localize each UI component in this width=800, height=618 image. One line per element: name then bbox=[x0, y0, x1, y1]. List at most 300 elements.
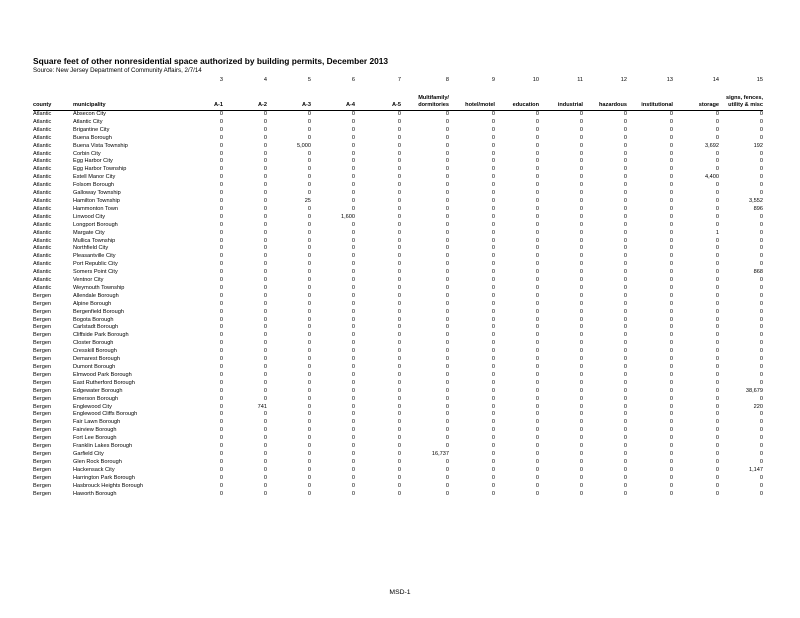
municipality-cell: Bogota Borough bbox=[73, 316, 114, 323]
value-cell: 0 bbox=[535, 253, 539, 260]
value-cell: 0 bbox=[759, 443, 763, 450]
value-cell: 0 bbox=[579, 134, 583, 141]
value-cell: 0 bbox=[715, 411, 719, 418]
value-cell: 0 bbox=[669, 482, 673, 489]
value-cell: 0 bbox=[535, 411, 539, 418]
value-cell: 0 bbox=[263, 395, 267, 402]
municipality-cell: Ventnor City bbox=[73, 277, 104, 284]
value-cell: 0 bbox=[351, 229, 355, 236]
value-cell: 0 bbox=[307, 356, 311, 363]
value-cell: 0 bbox=[219, 308, 223, 315]
value-cell: 0 bbox=[219, 158, 223, 165]
value-cell: 0 bbox=[759, 490, 763, 497]
county-cell: Atlantic bbox=[33, 118, 52, 125]
value-cell: 0 bbox=[535, 403, 539, 410]
table-row bbox=[33, 190, 763, 198]
value-cell: 0 bbox=[535, 158, 539, 165]
value-cell: 0 bbox=[669, 126, 673, 133]
county-cell: Atlantic bbox=[33, 277, 52, 284]
county-cell: Bergen bbox=[33, 411, 52, 418]
table-row bbox=[33, 348, 763, 356]
municipality-cell: Alpine Borough bbox=[73, 300, 112, 307]
value-cell: 0 bbox=[491, 166, 495, 173]
column-number: 15 bbox=[756, 77, 763, 83]
value-cell: 0 bbox=[491, 197, 495, 204]
table-row bbox=[33, 467, 763, 475]
column-header: signs, fences, utility & misc bbox=[719, 83, 763, 111]
value-cell: 0 bbox=[579, 458, 583, 465]
value-cell: 0 bbox=[579, 300, 583, 307]
municipality-cell: Demarest Borough bbox=[73, 356, 120, 363]
value-cell: 0 bbox=[535, 419, 539, 426]
value-cell: 0 bbox=[623, 435, 627, 442]
value-cell: 0 bbox=[445, 411, 449, 418]
table-row bbox=[33, 404, 763, 412]
value-cell: 0 bbox=[579, 450, 583, 457]
value-cell: 0 bbox=[351, 450, 355, 457]
value-cell: 0 bbox=[715, 111, 719, 117]
value-cell: 0 bbox=[759, 371, 763, 378]
value-cell: 0 bbox=[535, 482, 539, 489]
value-cell: 0 bbox=[579, 371, 583, 378]
value-cell: 0 bbox=[669, 277, 673, 284]
value-cell: 0 bbox=[263, 284, 267, 291]
table-row bbox=[33, 135, 763, 143]
value-cell: 0 bbox=[307, 458, 311, 465]
value-cell: 0 bbox=[623, 364, 627, 370]
value-cell: 0 bbox=[397, 205, 401, 212]
municipality-cell: Brigantine City bbox=[73, 126, 110, 133]
value-cell: 0 bbox=[351, 237, 355, 244]
value-cell: 0 bbox=[397, 197, 401, 204]
value-cell: 0 bbox=[491, 490, 495, 497]
value-cell: 0 bbox=[263, 419, 267, 426]
value-cell: 0 bbox=[579, 427, 583, 434]
value-cell: 0 bbox=[715, 403, 719, 410]
value-cell: 3,552 bbox=[749, 197, 763, 204]
value-cell: 0 bbox=[219, 229, 223, 236]
value-cell: 0 bbox=[623, 450, 627, 457]
value-cell: 0 bbox=[307, 134, 311, 141]
value-cell: 0 bbox=[445, 300, 449, 307]
value-cell: 0 bbox=[445, 158, 449, 165]
value-cell: 0 bbox=[491, 245, 495, 252]
value-cell: 0 bbox=[623, 379, 627, 386]
value-cell: 0 bbox=[715, 474, 719, 481]
value-cell: 0 bbox=[351, 403, 355, 410]
value-cell: 0 bbox=[579, 403, 583, 410]
value-cell: 0 bbox=[623, 458, 627, 465]
value-cell: 0 bbox=[535, 450, 539, 457]
value-cell: 0 bbox=[263, 134, 267, 141]
value-cell: 0 bbox=[669, 174, 673, 181]
value-cell: 0 bbox=[351, 190, 355, 197]
table-row bbox=[33, 127, 763, 135]
value-cell: 3,692 bbox=[705, 142, 719, 149]
value-cell: 0 bbox=[263, 427, 267, 434]
value-cell: 0 bbox=[669, 118, 673, 125]
value-cell: 0 bbox=[219, 118, 223, 125]
value-cell: 0 bbox=[219, 450, 223, 457]
page-title: Square feet of other nonresidential space authorized by building permits, December 2013 bbox=[33, 56, 389, 66]
value-cell: 5,000 bbox=[297, 142, 311, 149]
county-cell: Atlantic bbox=[33, 111, 52, 117]
header-row bbox=[33, 83, 763, 111]
value-cell: 0 bbox=[307, 308, 311, 315]
value-cell: 0 bbox=[397, 419, 401, 426]
value-cell: 0 bbox=[445, 166, 449, 173]
value-cell: 0 bbox=[263, 300, 267, 307]
municipality-cell: Carlstadt Borough bbox=[73, 324, 119, 331]
value-cell: 0 bbox=[397, 435, 401, 442]
value-cell: 0 bbox=[623, 482, 627, 489]
value-cell: 0 bbox=[759, 395, 763, 402]
value-cell: 0 bbox=[759, 427, 763, 434]
value-cell: 0 bbox=[579, 395, 583, 402]
value-cell: 0 bbox=[491, 356, 495, 363]
value-cell: 0 bbox=[669, 237, 673, 244]
county-cell: Bergen bbox=[33, 387, 52, 394]
value-cell: 0 bbox=[351, 466, 355, 473]
value-cell: 0 bbox=[715, 395, 719, 402]
value-cell: 0 bbox=[307, 182, 311, 189]
value-cell: 0 bbox=[307, 166, 311, 173]
value-cell: 0 bbox=[759, 292, 763, 299]
value-cell: 0 bbox=[263, 111, 267, 117]
table-row bbox=[33, 111, 763, 119]
value-cell: 0 bbox=[263, 443, 267, 450]
value-cell: 0 bbox=[263, 245, 267, 252]
value-cell: 0 bbox=[759, 379, 763, 386]
value-cell: 0 bbox=[351, 134, 355, 141]
value-cell: 0 bbox=[307, 411, 311, 418]
value-cell: 0 bbox=[491, 118, 495, 125]
value-cell: 0 bbox=[759, 482, 763, 489]
municipality-cell: East Rutherford Borough bbox=[73, 379, 135, 386]
value-cell: 0 bbox=[445, 142, 449, 149]
value-cell: 0 bbox=[759, 158, 763, 165]
value-cell: 0 bbox=[351, 292, 355, 299]
table-row bbox=[33, 451, 763, 459]
value-cell: 0 bbox=[397, 134, 401, 141]
value-cell: 0 bbox=[397, 292, 401, 299]
value-cell: 0 bbox=[307, 253, 311, 260]
value-cell: 0 bbox=[263, 379, 267, 386]
value-cell: 0 bbox=[623, 134, 627, 141]
value-cell: 0 bbox=[715, 379, 719, 386]
county-cell: Bergen bbox=[33, 482, 52, 489]
value-cell: 0 bbox=[351, 371, 355, 378]
value-cell: 0 bbox=[397, 340, 401, 347]
value-cell: 0 bbox=[307, 229, 311, 236]
value-cell: 0 bbox=[715, 245, 719, 252]
value-cell: 25 bbox=[304, 197, 311, 204]
value-cell: 0 bbox=[669, 340, 673, 347]
value-cell: 0 bbox=[623, 213, 627, 220]
municipality-cell: Corbin City bbox=[73, 150, 101, 157]
value-cell: 0 bbox=[397, 174, 401, 181]
value-cell: 1 bbox=[715, 229, 719, 236]
value-cell: 0 bbox=[219, 292, 223, 299]
value-cell: 0 bbox=[535, 213, 539, 220]
value-cell: 0 bbox=[623, 340, 627, 347]
value-cell: 0 bbox=[669, 450, 673, 457]
value-cell: 0 bbox=[397, 166, 401, 173]
value-cell: 0 bbox=[307, 348, 311, 355]
value-cell: 0 bbox=[623, 316, 627, 323]
value-cell: 0 bbox=[669, 213, 673, 220]
municipality-cell: Hamilton Township bbox=[73, 197, 120, 204]
value-cell: 0 bbox=[219, 348, 223, 355]
municipality-cell: Galloway Township bbox=[73, 190, 121, 197]
value-cell: 0 bbox=[623, 466, 627, 473]
value-cell: 0 bbox=[535, 458, 539, 465]
county-cell: Bergen bbox=[33, 292, 52, 299]
column-header: hazardous bbox=[583, 83, 627, 111]
value-cell: 0 bbox=[219, 245, 223, 252]
municipality-cell: Weymouth Township bbox=[73, 284, 125, 291]
value-cell: 0 bbox=[263, 221, 267, 228]
value-cell: 0 bbox=[219, 427, 223, 434]
value-cell: 0 bbox=[715, 261, 719, 268]
value-cell: 0 bbox=[623, 229, 627, 236]
value-cell: 0 bbox=[579, 387, 583, 394]
municipality-cell: Hasbrouck Heights Borough bbox=[73, 482, 143, 489]
county-cell: Atlantic bbox=[33, 221, 52, 228]
value-cell: 0 bbox=[579, 118, 583, 125]
value-cell: 0 bbox=[307, 419, 311, 426]
table-row bbox=[33, 253, 763, 261]
value-cell: 0 bbox=[445, 490, 449, 497]
value-cell: 0 bbox=[579, 379, 583, 386]
column-number-row bbox=[33, 75, 763, 83]
table-row bbox=[33, 269, 763, 277]
value-cell: 0 bbox=[351, 253, 355, 260]
value-cell: 0 bbox=[623, 371, 627, 378]
county-cell: Bergen bbox=[33, 332, 52, 339]
value-cell: 0 bbox=[715, 292, 719, 299]
county-cell: Bergen bbox=[33, 450, 52, 457]
value-cell: 0 bbox=[445, 348, 449, 355]
county-cell: Bergen bbox=[33, 443, 52, 450]
column-header: hotel/motel bbox=[449, 83, 495, 111]
value-cell: 0 bbox=[445, 190, 449, 197]
value-cell: 0 bbox=[491, 158, 495, 165]
value-cell: 0 bbox=[623, 324, 627, 331]
value-cell: 0 bbox=[579, 205, 583, 212]
column-header: A-1 bbox=[181, 83, 223, 111]
value-cell: 0 bbox=[623, 237, 627, 244]
county-cell: Bergen bbox=[33, 371, 52, 378]
value-cell: 0 bbox=[715, 118, 719, 125]
column-number: 9 bbox=[491, 77, 495, 83]
value-cell: 0 bbox=[759, 324, 763, 331]
value-cell: 0 bbox=[397, 466, 401, 473]
value-cell: 0 bbox=[445, 229, 449, 236]
value-cell: 0 bbox=[579, 482, 583, 489]
value-cell: 0 bbox=[445, 111, 449, 117]
value-cell: 0 bbox=[759, 340, 763, 347]
county-cell: Bergen bbox=[33, 395, 52, 402]
value-cell: 0 bbox=[535, 277, 539, 284]
value-cell: 0 bbox=[491, 190, 495, 197]
value-cell: 0 bbox=[491, 300, 495, 307]
value-cell: 0 bbox=[669, 443, 673, 450]
county-cell: Atlantic bbox=[33, 190, 52, 197]
value-cell: 0 bbox=[535, 150, 539, 157]
value-cell: 0 bbox=[491, 142, 495, 149]
value-cell: 0 bbox=[491, 221, 495, 228]
value-cell: 0 bbox=[397, 450, 401, 457]
value-cell: 0 bbox=[397, 411, 401, 418]
value-cell: 741 bbox=[257, 403, 267, 410]
value-cell: 0 bbox=[307, 435, 311, 442]
value-cell: 0 bbox=[535, 134, 539, 141]
value-cell: 0 bbox=[623, 387, 627, 394]
value-cell: 0 bbox=[351, 379, 355, 386]
value-cell: 0 bbox=[307, 205, 311, 212]
page-footer: MSD-1 bbox=[389, 589, 411, 596]
county-header: county bbox=[33, 83, 73, 111]
value-cell: 0 bbox=[623, 205, 627, 212]
table-row bbox=[33, 261, 763, 269]
value-cell: 0 bbox=[491, 316, 495, 323]
value-cell: 0 bbox=[397, 348, 401, 355]
municipality-cell: Fort Lee Borough bbox=[73, 435, 117, 442]
value-cell: 0 bbox=[307, 269, 311, 276]
table-row bbox=[33, 364, 763, 372]
value-cell: 0 bbox=[307, 126, 311, 133]
column-header: industrial bbox=[539, 83, 583, 111]
value-cell: 0 bbox=[759, 111, 763, 117]
table-row bbox=[33, 419, 763, 427]
municipality-cell: Englewood Cliffs Borough bbox=[73, 411, 138, 418]
value-cell: 0 bbox=[669, 142, 673, 149]
value-cell: 0 bbox=[351, 308, 355, 315]
value-cell: 0 bbox=[669, 411, 673, 418]
table-row bbox=[33, 356, 763, 364]
value-cell: 0 bbox=[351, 166, 355, 173]
county-cell: Bergen bbox=[33, 419, 52, 426]
value-cell: 38,679 bbox=[745, 387, 763, 394]
value-cell: 0 bbox=[307, 245, 311, 252]
value-cell: 0 bbox=[219, 213, 223, 220]
value-cell: 0 bbox=[307, 364, 311, 370]
value-cell: 0 bbox=[669, 332, 673, 339]
value-cell: 0 bbox=[535, 182, 539, 189]
value-cell: 0 bbox=[445, 466, 449, 473]
value-cell: 0 bbox=[351, 419, 355, 426]
value-cell: 0 bbox=[535, 474, 539, 481]
table-row bbox=[33, 435, 763, 443]
table-row bbox=[33, 475, 763, 483]
value-cell: 0 bbox=[307, 292, 311, 299]
value-cell: 0 bbox=[669, 150, 673, 157]
value-cell: 0 bbox=[445, 237, 449, 244]
value-cell: 0 bbox=[263, 229, 267, 236]
municipality-cell: Haworth Borough bbox=[73, 490, 117, 497]
value-cell: 0 bbox=[397, 482, 401, 489]
municipality-header: municipality bbox=[73, 83, 181, 111]
value-cell: 0 bbox=[535, 308, 539, 315]
county-cell: Atlantic bbox=[33, 229, 52, 236]
column-number: 10 bbox=[532, 77, 539, 83]
value-cell: 0 bbox=[491, 126, 495, 133]
value-cell: 0 bbox=[445, 340, 449, 347]
value-cell: 0 bbox=[715, 150, 719, 157]
value-cell: 0 bbox=[263, 166, 267, 173]
value-cell: 0 bbox=[219, 277, 223, 284]
value-cell: 0 bbox=[445, 221, 449, 228]
value-cell: 0 bbox=[219, 490, 223, 497]
value-cell: 0 bbox=[715, 277, 719, 284]
value-cell: 0 bbox=[445, 213, 449, 220]
value-cell: 0 bbox=[579, 435, 583, 442]
value-cell: 0 bbox=[759, 245, 763, 252]
table-row bbox=[33, 238, 763, 246]
value-cell: 0 bbox=[759, 221, 763, 228]
value-cell: 0 bbox=[263, 190, 267, 197]
value-cell: 0 bbox=[491, 482, 495, 489]
value-cell: 0 bbox=[669, 458, 673, 465]
value-cell: 0 bbox=[623, 490, 627, 497]
value-cell: 0 bbox=[351, 395, 355, 402]
value-cell: 0 bbox=[445, 261, 449, 268]
table-row bbox=[33, 158, 763, 166]
value-cell: 0 bbox=[445, 174, 449, 181]
value-cell: 0 bbox=[715, 166, 719, 173]
value-cell: 0 bbox=[397, 300, 401, 307]
value-cell: 0 bbox=[263, 340, 267, 347]
value-cell: 0 bbox=[263, 174, 267, 181]
value-cell: 0 bbox=[445, 458, 449, 465]
value-cell: 0 bbox=[445, 292, 449, 299]
municipality-cell: Fairview Borough bbox=[73, 427, 117, 434]
value-cell: 0 bbox=[623, 197, 627, 204]
value-cell: 0 bbox=[351, 284, 355, 291]
value-cell: 0 bbox=[535, 292, 539, 299]
value-cell: 0 bbox=[307, 118, 311, 125]
value-cell: 1,600 bbox=[341, 213, 355, 220]
value-cell: 0 bbox=[491, 340, 495, 347]
value-cell: 0 bbox=[445, 182, 449, 189]
value-cell: 0 bbox=[307, 150, 311, 157]
value-cell: 0 bbox=[759, 126, 763, 133]
value-cell: 0 bbox=[669, 387, 673, 394]
value-cell: 0 bbox=[759, 261, 763, 268]
value-cell: 0 bbox=[715, 443, 719, 450]
value-cell: 0 bbox=[579, 324, 583, 331]
value-cell: 0 bbox=[669, 316, 673, 323]
value-cell: 0 bbox=[445, 364, 449, 370]
value-cell: 0 bbox=[623, 190, 627, 197]
value-cell: 0 bbox=[445, 316, 449, 323]
value-cell: 0 bbox=[759, 300, 763, 307]
municipality-cell: Egg Harbor City bbox=[73, 158, 113, 165]
value-cell: 0 bbox=[715, 237, 719, 244]
value-cell: 0 bbox=[715, 197, 719, 204]
value-cell: 0 bbox=[579, 277, 583, 284]
value-cell: 0 bbox=[219, 316, 223, 323]
value-cell: 0 bbox=[623, 118, 627, 125]
value-cell: 0 bbox=[623, 261, 627, 268]
table-row bbox=[33, 301, 763, 309]
value-cell: 0 bbox=[669, 474, 673, 481]
value-cell: 0 bbox=[623, 277, 627, 284]
value-cell: 0 bbox=[669, 466, 673, 473]
value-cell: 0 bbox=[579, 261, 583, 268]
value-cell: 0 bbox=[263, 348, 267, 355]
